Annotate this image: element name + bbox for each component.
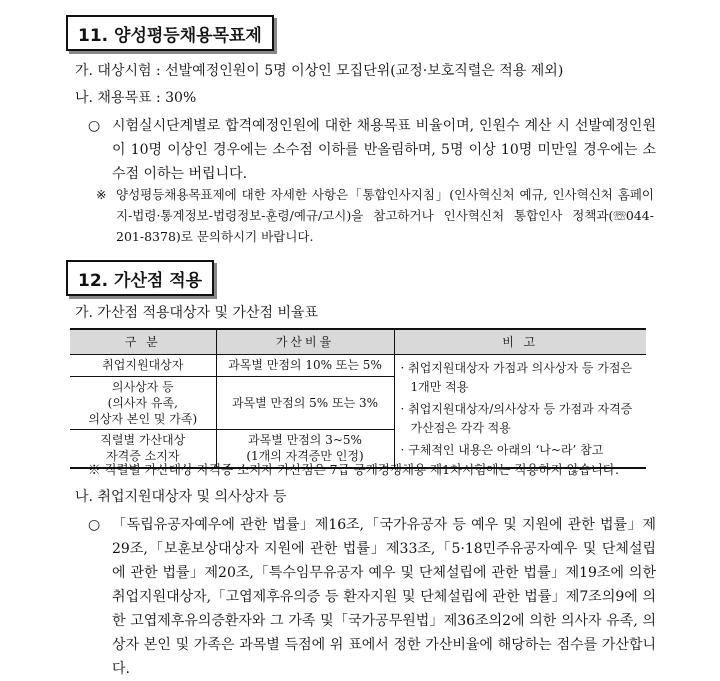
- section-12-circle-paragraph: [88, 513, 656, 681]
- table-cell-ratio: 과목별 만점의 10% 또는 5%: [216, 355, 394, 377]
- section-12-item-na: 나. 취업지원대상자 및 의사상자 등: [75, 489, 287, 505]
- section-11-title: [66, 15, 274, 51]
- section-12-title-text: 12. 가산점 적용: [78, 270, 203, 291]
- table-header-row: [70, 329, 646, 355]
- circle-bullet-icon: ○: [88, 517, 101, 533]
- section-12-title: [66, 260, 214, 296]
- table-note: ※ 직렬별 가산대상 자격증 소지자 가산점은 7급 공개경쟁채용 제1차시험에는 적용하지 않습니다.: [88, 462, 619, 477]
- section-11-circle-text: 시험실시단계별로 합격예정인원에 대한 채용목표 비율이며, 인원수 계산 시 선발예정인원이 10명 이상인 경우에는 소수점 이하를 반올림하며, 5명 이상 10명 미만일 경우에는 소수점 이하는 버립니다.: [112, 118, 656, 182]
- bonus-points-table: [70, 328, 646, 469]
- section-11-title-text: 11. 양성평등채용목표제: [78, 25, 262, 46]
- table-row: [70, 355, 646, 377]
- table-cell-ratio: 과목별 만점의 3~5% (1개의 자격증만 인정): [216, 429, 394, 468]
- section-12-item-ga: 가. 가산점 적용대상자 및 가산점 비율표: [75, 305, 319, 321]
- remark-item: · 구체적인 내용은 아래의 ‘나~라’ 참고: [400, 443, 604, 457]
- section-11-circle-paragraph: [88, 114, 656, 186]
- table-cell-category: 직렬별 가산대상 자격증 소지자: [70, 429, 216, 468]
- table-cell-ratio: 과목별 만점의 5% 또는 3%: [216, 376, 394, 429]
- remark-item: · 취업지원대상자 가점과 의사상자 등 가점은 1개만 적용: [400, 361, 633, 394]
- section-11-item-ga: 가. 대상시험 : 선발예정인원이 5명 이상인 모집단위(교정·보호직렬은 적용 제외): [75, 63, 564, 79]
- circle-bullet-icon: ○: [88, 118, 101, 134]
- section-11-note: [96, 184, 654, 247]
- table-cell-category: 취업지원대상자: [70, 355, 216, 377]
- section-11-item-na: 나. 채용목표 : 30%: [75, 90, 197, 106]
- section-11-note-text: 양성평등채용목표제에 대한 자세한 사항은「통합인사지침」(인사혁신처 예규, 인사혁신처 홈페이지-법령·통계정보-법령정보-훈령/예규/고시)을 참고하거나 인사혁신처 통합인사 정책과(☏044-201-8378)로 문의하시기 바랍니다.: [116, 187, 654, 244]
- table-cell-remarks: [394, 355, 646, 469]
- table-header-ratio: 가산비율: [216, 329, 394, 355]
- table-cell-category: 의사상자 등 (의사자 유족, 의상자 본인 및 가족): [70, 376, 216, 429]
- remark-item: · 취업지원대상자/의사상자 등 가점과 자격증 가산점은 각각 적용: [400, 402, 633, 435]
- note-mark-icon: ※: [96, 187, 107, 202]
- section-12-circle-text: 「독립유공자예우에 관한 법률」제16조,「국가유공자 등 예우 및 지원에 관한 법률」제29조,「보훈보상대상자 지원에 관한 법률」제33조,「5·18민주유공자예우 및 단체설립에 관한 법률」제20조,「특수임무유공자 예우 및 단체설립에 관한 법률」제19조에 의한 취업지원대상자,「고엽제후유의증 등 환자지원 및 단체설립에 관한 법률」제7조의9에 의한 고엽제후유의증환자와 그 가족 및「국가공무원법」제36조의2에 의한 의사자 유족, 의상자 본인 및 가족은 과목별 득점에 위 표에서 정한 가산비율에 해당하는 점수를 가산합니다.: [112, 517, 656, 677]
- table-header-remarks: 비 고: [394, 329, 646, 355]
- table-header-category: 구 분: [70, 329, 216, 355]
